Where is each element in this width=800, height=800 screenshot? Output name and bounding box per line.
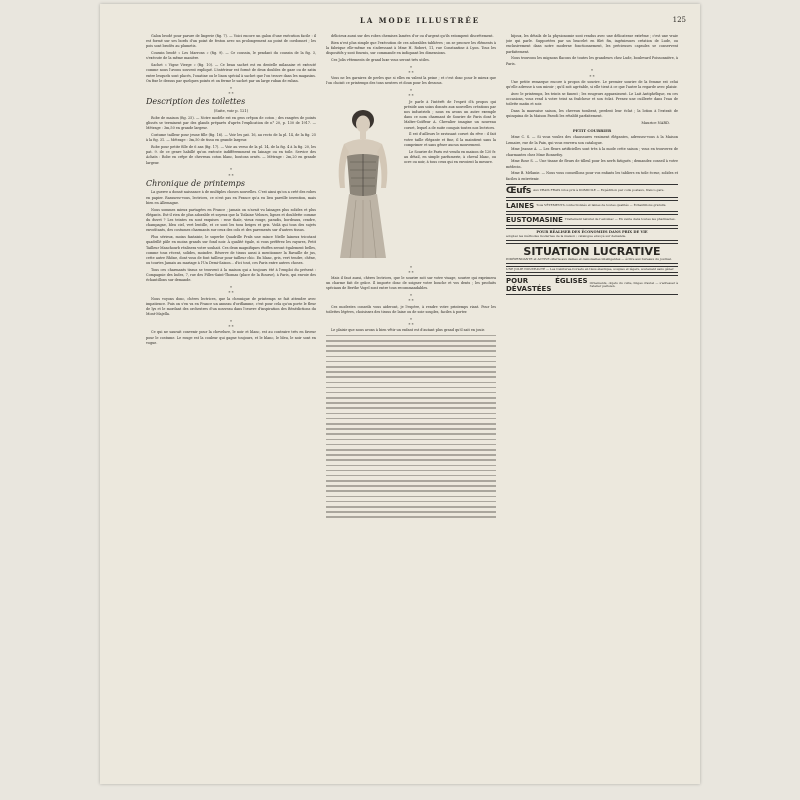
paragraph: délicieux aussi sur des robes chemises lamées d'or ou d'argent qu'ils estompent discrètement. bbox=[331, 34, 494, 38]
courrier-item: Mme Rose S. — Une tisane de fleurs de tilleul pour les nerfs fatigués ; demandez conseil à votre médecin. bbox=[506, 159, 678, 169]
ad-eustomasine bbox=[506, 214, 678, 226]
paragraph: Nous sommes mieux partagées en France ; jamais on n'avait vu lainages plus solides et plus élégants. Est-il rien de plus adorable et soyeux que la Toilaine Velours, lignes et doublette comme du duvet ? Les teintes en sont exquises : rose thaïe, vieux rouge, paradis, bordeaux, cendre, champagne, bleu ciel, vert lentille, et ce sont les tons beiges et gris. Voilà qui tous des sujets envoûtants, des costumes charmants sur ceux des cols et des parements sur d'autres tissus. bbox=[146, 207, 316, 233]
ad-text: Traitement naturel de l'estomac — En vente dans toutes les pharmacies. bbox=[564, 216, 676, 221]
ad-text: Aux VRAIS FRAIS Gros prix à DOMICILE — Expédition par colis postaux, franco gare. bbox=[532, 187, 665, 192]
paragraph: Vous ne les garnirez de perles que si elles en valent la peine ; et c'est donc pour le mieux que l'on choisit ce printemps des tons neutres et doux pour les dessous. bbox=[326, 76, 496, 86]
separator-stars: * * * bbox=[408, 88, 414, 99]
ad-headline: Œufs bbox=[506, 185, 531, 196]
woman-figure-icon bbox=[326, 102, 400, 262]
publication-title: LA MODE ILLUSTRÉE bbox=[359, 16, 481, 25]
ad-laines bbox=[506, 200, 678, 212]
ad-headline: POUR RÉALISER DES ÉCONOMIES DANS PRIX DE VIE bbox=[536, 229, 648, 234]
separator-stars: * * * bbox=[228, 85, 234, 96]
separator-stars: * * * bbox=[228, 167, 234, 178]
ad-oeufs bbox=[506, 184, 678, 198]
paragraph: Nous trouvons les mignons flacons de toutes les grandeurs chez Lude, boulevard Poissonnière, à Paris. bbox=[506, 56, 678, 66]
paragraph: La guerre a donné naissance à de multiples choses nouvelles. C'est ainsi qu'on a créé des robes en papier. Rassurez-vous, lectrices, ce n'est pas en France qu'a eu lieu pareille invention, mais bien en Allemagne. bbox=[146, 190, 316, 205]
paragraph: Costume tailleur pour jeune fille (fig. 16). — Voir les pat. 16, au recto de la pl. 14, de la fig. 25 à la fig. 31. — Métrage : 3m,50 de tissu en grande largeur. bbox=[146, 133, 316, 143]
paragraph: Tous ces charmants tissus se trouvent à la maison qui a toujours été à l'emploi du présent : Compagnie des Indes, 7, rue des Filles-Saint-Thomas (place de la Bourse), à Paris, qui envoie des échantillons sur demande. bbox=[146, 268, 316, 283]
ad-situation bbox=[506, 243, 678, 264]
ad-headline: LAINES bbox=[506, 201, 535, 210]
column-3 bbox=[506, 34, 678, 774]
paragraph: Il est d'ailleurs le ravissant corset du rêve : il fait votre taille élégante et fine, il la maintient sans la comprimer et sans gêner aucun mouvement. bbox=[404, 132, 496, 147]
courrier-item: Mme B. Mélanie. — Nous vous conseillons pour vos enfants les tabliers en toile écrue, solides et faciles à entretenir. bbox=[506, 171, 678, 181]
ad-text: UNE JOLIE NOUVEAUTÉ — Les Ceintures-Corsets en tissu élastique, souples et légers, soutenant sans gêner. bbox=[506, 266, 675, 271]
text-lines bbox=[326, 335, 496, 518]
column-2 bbox=[326, 34, 496, 774]
paragraph: Le plaisir que nous avons à bien vêtir un enfant est d'autant plus grand qu'il sait en jouir. bbox=[331, 328, 485, 333]
separator-stars: * * * bbox=[408, 316, 414, 327]
ad-headline: SITUATION LUCRATIVE bbox=[523, 244, 661, 258]
separator-stars: * * * bbox=[408, 64, 414, 75]
paragraph: Nous voyons donc, chères lectrices, que la chronique de printemps se fait attendre avec impatience. Puis on s'en va en France un anneau d'oriflamme, c'est pour cela qu'on porte le fleur de lys et le mordant des orchestres d'un nouveau dans l'œuvre d'inspiration des Bénédictions du Mont-Majella. bbox=[146, 296, 316, 317]
page-header bbox=[140, 16, 700, 30]
paragraph: Dans la mauvaise saison, les cheveux tombent, perdent leur éclat ; la lotion à l'extrait de quinquina de la Maison Parodi les rétablit parfaitement. bbox=[506, 109, 678, 119]
paragraph: Robe de maison (fig. 25). — Notre modèle est en gros crêpon de coton ; des rangées de points glissés se terminent par des glands préparés d'après l'explication de n° 20, p. 130 de 1917. — Métrage : 3m,50 en grande largeur. bbox=[146, 115, 316, 131]
separator-stars: * * * bbox=[408, 293, 414, 304]
paragraph: Avec le printemps, les teints se fanent ; les rougeurs apparaissent. Le Lait Antiphélique, en ces occasions, vous rend à votre teint sa fraîcheur et son éclat. Prenez une cuillerée dans l'eau de toilette matin et soir. bbox=[506, 91, 678, 107]
separator-stars: * * * bbox=[589, 68, 595, 79]
paragraph: Je parle à l'intérêt de l'esprit d'à propos qui préside aux soins donnés aux nouvelles créations par nos industriels ; nous en avons un autre exemple dans ce nom charmant de Sourire de Paris dont le Maître-Coiffeur A. Chevalier imagine un nouveau corset, lequel a de suite conquis toutes nos lectrices. bbox=[404, 99, 496, 130]
paragraph: Bien n'est plus simple que l'exécution de ces adorables tablières ; on se procure les éléments à la fabrique elle-même en s'adressant à Mme H. Robert, 11, rue Constantine à Lyon. Tous les dispositifs y sont fournis, sur commande en indiquant les dimensions. bbox=[326, 40, 496, 56]
ad-text: adoptez les méthodes modernes de la maison ; catalogue envoyé sur demande. bbox=[506, 234, 627, 239]
paragraph: Ces Jolis vêtements de grand luxe vous seront très utiles. bbox=[331, 58, 430, 62]
ad-text: Ornements, objets du culte, linges d'autel — s'adresser à l'atelier parisien. bbox=[589, 280, 678, 289]
ad-headline: EUSTOMASINE bbox=[506, 215, 563, 224]
section-subtitle: (Suite, voir p. 121) bbox=[213, 108, 249, 113]
ad-eglises bbox=[506, 275, 678, 295]
courrier-item: Mme C. S. — Si vous voulez des chaussures vraiment élégantes, adressez-vous à la Maison Lemaire, rue de la Paix, qui vous enverra son catalogue. bbox=[506, 135, 678, 145]
ad-economies bbox=[506, 228, 678, 241]
separator-stars: * * * bbox=[408, 264, 414, 275]
separator-stars: * * * bbox=[228, 319, 234, 330]
paragraph: Le Sourire de Paris est vendu en maison de 120 fr. au détail, en simple parfumerie, à cheval blanc, ou ocre ou noir, à tous ceux qui en envoient la mesure. bbox=[404, 149, 496, 165]
paragraph: Ce qui ne saurait convenir pour la chevelure, le noir et blanc, est au contraire très en faveur pour le costume. Le rouge est la couleur qui gagne toujours, et le blanc, le bleu, le noir sont en vogue. bbox=[146, 330, 316, 345]
newspaper-page bbox=[100, 4, 700, 784]
paragraph: Coussin brodé « Les Marrons » (fig. 9). — Ce coussin, le pendant du coussin de la fig. 3, s'exécute de la même manière. bbox=[146, 51, 316, 61]
page-number: 125 bbox=[672, 16, 686, 24]
column-1 bbox=[146, 34, 316, 774]
section-title-chronique: Chronique de printemps bbox=[146, 178, 245, 188]
ad-nouveaute bbox=[506, 266, 678, 274]
section-title-toilettes: Description des toilettes bbox=[146, 97, 246, 107]
paragraph: Sachet « Vigne Vierge » (fig. 10). — Ce beau sachet est en dentelle milanaise et exécuté comme nous l'avons souvent expliqué. L'intérieur est formé de deux doubles de gaze ou de satin entre lesquels sont placés, l'ouatine ou le linon spécial à sachet que l'on trouve dans les magasins. On fixe le dessus par quelques points et on ferme le sachet par un large ruban de ruban. bbox=[146, 63, 316, 83]
paragraph: Une petite remarque encore à propos de sourire. Le premier sourire de la femme est celui qu'elle adresse à son miroir ; qu'il soit agréable, si elle tient à ce que l'autre la regarde avec plaisir. bbox=[506, 79, 678, 90]
paragraph: Mais il faut aussi, chères lectrices, que le sourire soit sur votre visage, sourire qui exprimera un charme fait de grâce. Il importe donc de soigner votre bouche et vos dents ; les produits spéciaux de Berthe Vogel sont entre tous recommandables. bbox=[326, 276, 496, 291]
ad-text: INDÉPENDANTE et ACTIVE offerte aux dames et demoiselles intelligentes — écrire aux bureaux du journal. bbox=[506, 256, 672, 261]
petit-courrier-title: PETIT COURRIER bbox=[572, 128, 612, 134]
corset-illustration bbox=[326, 102, 400, 262]
courrier-item: Mme Jeanne A. — Les fleurs artificielles sont très à la mode cette saison ; vous en trouverez de charmantes chez Mme Bonnefoy. bbox=[506, 147, 678, 157]
separator-stars: * * * bbox=[228, 285, 234, 296]
ad-text: Tous VÊTEMENTS confectionnés et laines de toutes qualités — Échantillons gratuits. bbox=[536, 202, 667, 207]
paragraph: Ces modestes conseils vous aideront, je l'espère, à rendre votre printemps riant. Pour les toilettes légères, choisissez des tissus de laine ou de soie souples, faciles à porter. bbox=[326, 304, 496, 314]
paragraph: Robe pour petite fille de 6 ans (fig. 17). — Voir au verso de la pl. 14, de la fig. 4 à la fig. 20, les pat. 9. de ce genre habillé qu'on exécute indifféremment en lainage ou en toile. Service des Achats : Robe en crêpe de chevreau coton blanc, boutons ornés. — Métrage : 2m,20 en grande largeur. bbox=[146, 145, 316, 165]
paragraph: bijoux, les détails de la physionomie sont rendus avec une délicatesse extrême ; c'est une vraie joie qui parle. Supportées par un bracelet en filet fin, ingénieuses création de Lude, ou exclusivement dans notre moderne fonctionnement, les précieuses capsules se conservent parfaitement. bbox=[506, 34, 678, 54]
paragraph: Galon brodé pour parure de lingerie (fig. 7). — Voici encore un galon d'une exécution facile : il est formé sur ses bords d'un point de feston avec un prolongement au point de cordonnet ; les pois sont brodés au plumetis. bbox=[146, 34, 316, 49]
author-signature: Maurice NARD. bbox=[641, 121, 670, 126]
paragraph: Plus sérieux, moins fantaisie, le superbe Quadrille Fraîs une mince Nielle laineux tricotant quadrillé pâle en moins grands sur fond noir. À qualité égale, si vous préférez les rayures, Petit Tailleur Manchourb réalisera votre souhait. Ces deux magnifiques étoffes seront également belles, comme tous récent, solides, moindre. Réserve de tissus aussi à mentionner la Ravaille de jus, cette autre Rhône, dont vous de font tailleur pour tailleur chic. En blanc, gris, vert tendre, chêne, ou tourtes Jamais au mariage à l'Un Demi-Saison... d'ici tout, ces Paris entre autres choses. bbox=[146, 235, 316, 266]
ad-headline: POUR ÉGLISES DÉVASTÉES bbox=[506, 277, 588, 294]
